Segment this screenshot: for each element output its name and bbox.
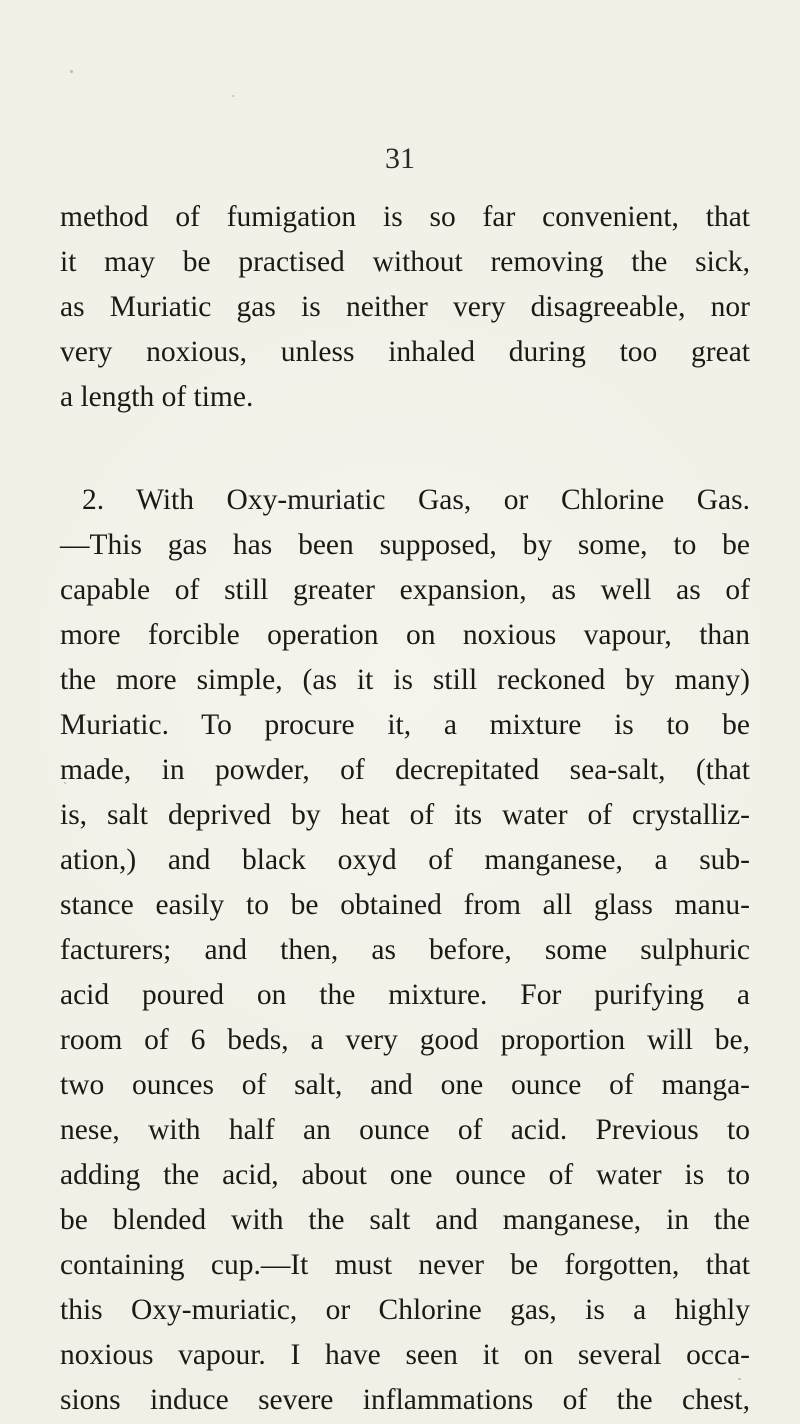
paper-speck <box>70 70 73 73</box>
text-line: two ounces of salt, and one ounce of manga- <box>60 1069 750 1101</box>
text-line: this Oxy-muriatic, or Chlorine gas, is a highly <box>60 1294 750 1326</box>
text-line: facturers; and then, as before, some sulphuric <box>60 934 750 966</box>
paragraph-1 <box>60 195 750 420</box>
text-line: adding the acid, about one ounce of water is to <box>60 1159 750 1191</box>
text-line: stance easily to be obtained from all glass manu- <box>60 889 750 921</box>
text-line: acid poured on the mixture. For purifying a <box>60 979 750 1011</box>
text-line: the more simple, (as it is still reckoned by many) <box>60 664 750 696</box>
paragraph-gap <box>60 420 750 478</box>
section-heading-line: 2. With Oxy-muriatic Gas, or Chlorine Gas. <box>82 484 750 516</box>
text-line: capable of still greater expansion, as well as of <box>60 574 750 606</box>
text-line: more forcible operation on noxious vapour, than <box>60 619 750 651</box>
text-line: very noxious, unless inhaled during too great <box>60 336 750 368</box>
text-line: Muriatic. To procure it, a mixture is to be <box>60 709 750 741</box>
text-line: a length of time. <box>60 381 254 413</box>
body-text <box>60 195 750 1423</box>
page-number: 31 <box>385 142 415 175</box>
text-line: —This gas has been supposed, by some, to be <box>60 529 750 561</box>
paragraph-2 <box>60 478 750 1423</box>
text-line: sions induce severe inflammations of the chest, <box>60 1384 750 1416</box>
text-line: nese, with half an ounce of acid. Previous to <box>60 1114 750 1146</box>
text-line: is, salt deprived by heat of its water of crystalliz- <box>60 799 750 831</box>
text-line: ation,) and black oxyd of manganese, a sub- <box>60 844 750 876</box>
text-line: it may be practised without removing the sick, <box>60 246 750 278</box>
paper-speck <box>232 95 234 97</box>
text-line: as Muriatic gas is neither very disagreeable, nor <box>60 291 750 323</box>
text-line: noxious vapour. I have seen it on several occa- <box>60 1339 750 1371</box>
text-line: containing cup.—It must never be forgotten, that <box>60 1249 750 1281</box>
text-line: room of 6 beds, a very good proportion will be, <box>60 1024 750 1056</box>
text-line: method of fumigation is so far convenient, that <box>60 201 750 233</box>
text-line: made, in powder, of decrepitated sea-salt, (that <box>60 754 750 786</box>
text-line: be blended with the salt and manganese, in the <box>60 1204 750 1236</box>
